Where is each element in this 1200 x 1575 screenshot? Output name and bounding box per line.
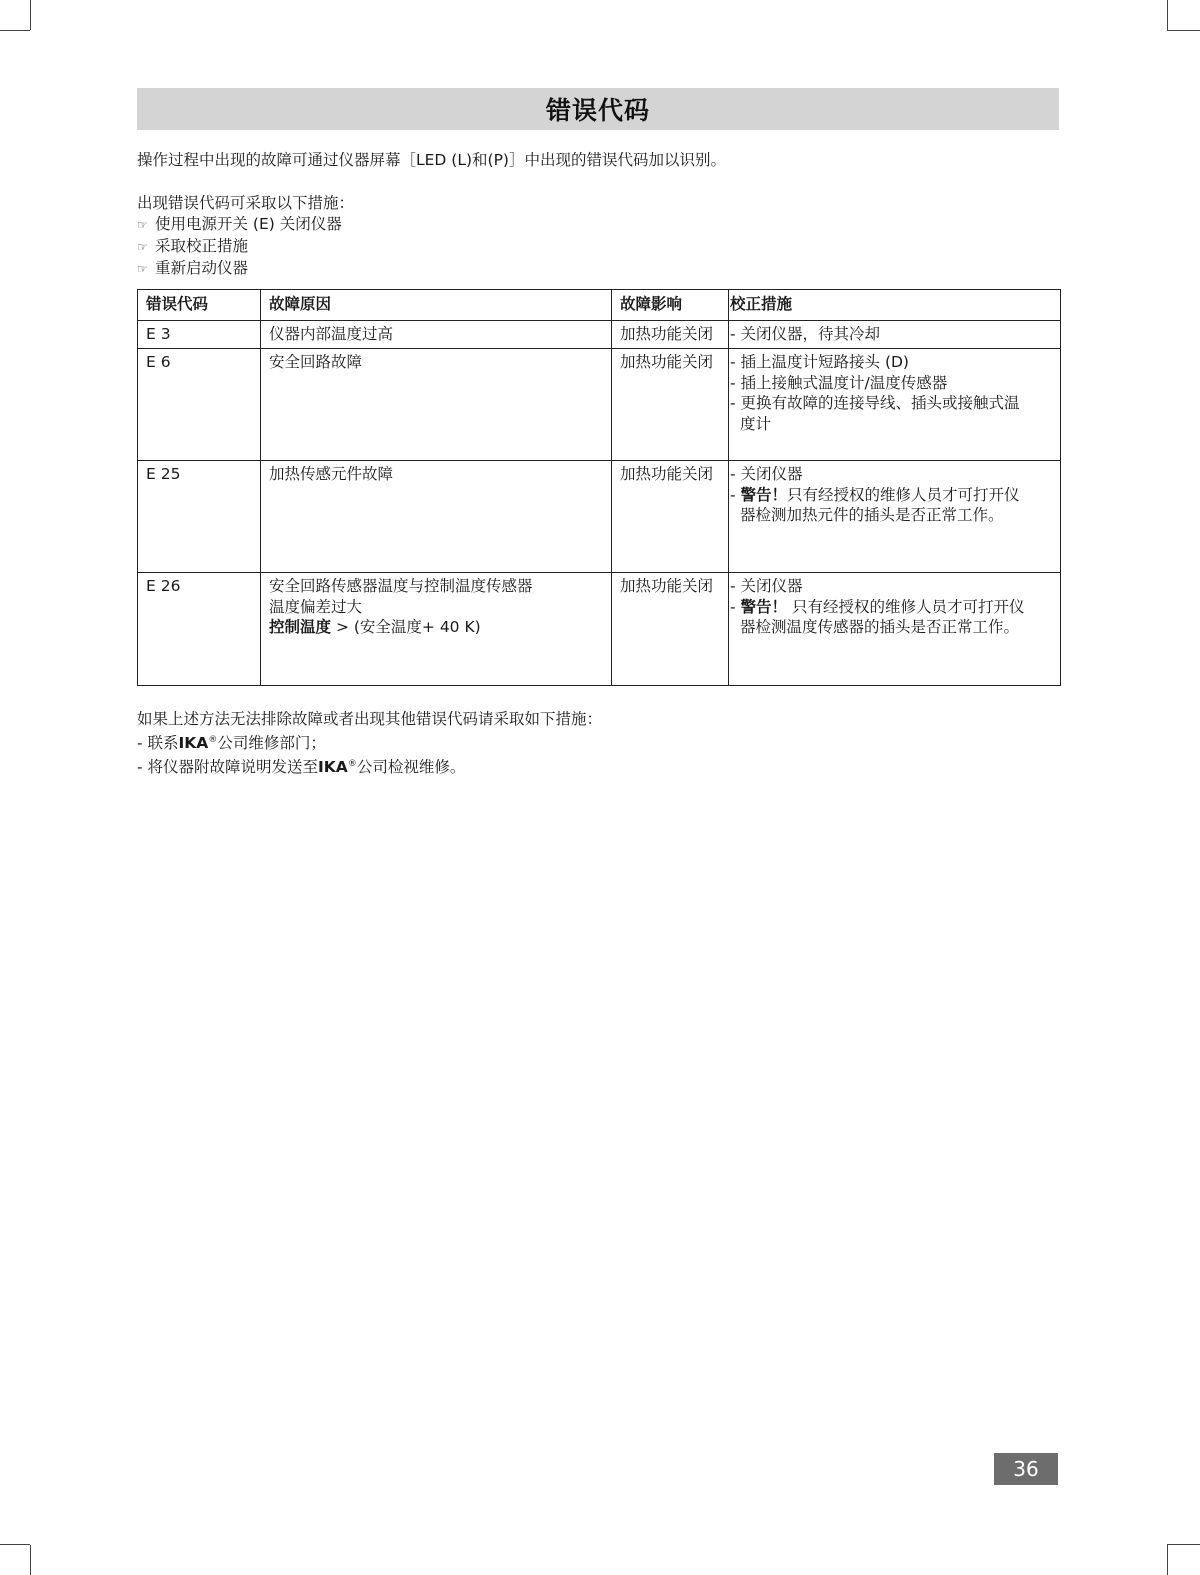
pointing-hand-icon: ☞ (137, 262, 148, 276)
cell-effect: 加热功能关闭 (612, 461, 729, 573)
measures-block (137, 193, 354, 280)
warning-label: 警告！ (740, 597, 788, 616)
intro-paragraph: 操作过程中出现的故障可通过仪器屏幕［LED (L)和(P)］中出现的错误代码加以识别。 (137, 151, 726, 169)
table-row (138, 461, 1061, 573)
table-header-row (138, 290, 1061, 321)
footer-notes: 如果上述方法无法排除故障或者出现其他错误代码请采取如下措施： - 联系IKA®公司维修部门； - 将仪器附故障说明发送至IKA®公司检视维修。 (137, 710, 603, 777)
crop-mark (1167, 1545, 1168, 1575)
measure-item: ☞ 重新启动仪器 (137, 258, 354, 280)
cell-actions: - 关闭仪器 - 警告！ 只有经授权的维修人员才可打开仪 器检测温度传感器的插头是否正常工作。 (729, 573, 1061, 686)
table-row (138, 321, 1061, 349)
crop-mark (0, 30, 30, 31)
pointing-hand-icon: ☞ (137, 218, 148, 232)
cell-actions: - 插上温度计短路接头 (D) - 插上接触式温度计/温度传感器 - 更换有故障的连接导线、插头或接触式温 度计 (729, 349, 1061, 461)
error-code-table (137, 289, 1061, 686)
crop-mark (30, 0, 31, 30)
cell-effect: 加热功能关闭 (612, 349, 729, 461)
table-row (138, 573, 1061, 686)
cell-actions: - 关闭仪器 - 警告！只有经授权的维修人员才可打开仪 器检测加热元件的插头是否正常工作。 (729, 461, 1061, 573)
cell-cause: 加热传感元件故障 (261, 461, 612, 573)
pointing-hand-icon: ☞ (137, 240, 148, 254)
header-effect: 故障影响 (612, 290, 729, 321)
section-title-bar (137, 88, 1059, 130)
cell-code: E 26 (138, 573, 261, 686)
page-number: 36 (994, 1453, 1058, 1485)
cell-actions: - 关闭仪器，待其冷却 (729, 321, 1061, 349)
warning-label: 警告！ (740, 485, 788, 504)
measure-item: ☞ 采取校正措施 (137, 236, 354, 258)
measures-heading: 出现错误代码可采取以下措施： (137, 194, 355, 212)
cell-effect: 加热功能关闭 (612, 573, 729, 686)
table-row (138, 349, 1061, 461)
cell-effect: 加热功能关闭 (612, 321, 729, 349)
header-error-code: 错误代码 (138, 290, 261, 321)
header-cause: 故障原因 (261, 290, 612, 321)
brand-name: IKA (178, 734, 209, 753)
cell-cause: 仪器内部温度过高 (261, 321, 612, 349)
cell-cause: 安全回路传感器温度与控制温度传感器 温度偏差过大 控制温度 > (安全温度+ 40 K) (261, 573, 612, 686)
cell-code: E 3 (138, 321, 261, 349)
crop-mark (1167, 1544, 1200, 1545)
crop-mark (1167, 30, 1200, 31)
cell-cause: 安全回路故障 (261, 349, 612, 461)
measure-item: ☞ 使用电源开关 (E) 关闭仪器 (137, 214, 354, 236)
cell-code: E 6 (138, 349, 261, 461)
header-corrective-action: 校正措施 (729, 290, 1061, 321)
crop-mark (1167, 0, 1168, 30)
page-title: 错误代码 (545, 96, 650, 125)
crop-mark (0, 1544, 30, 1545)
cell-code: E 25 (138, 461, 261, 573)
crop-mark (30, 1545, 31, 1575)
brand-name: IKA (318, 758, 348, 777)
